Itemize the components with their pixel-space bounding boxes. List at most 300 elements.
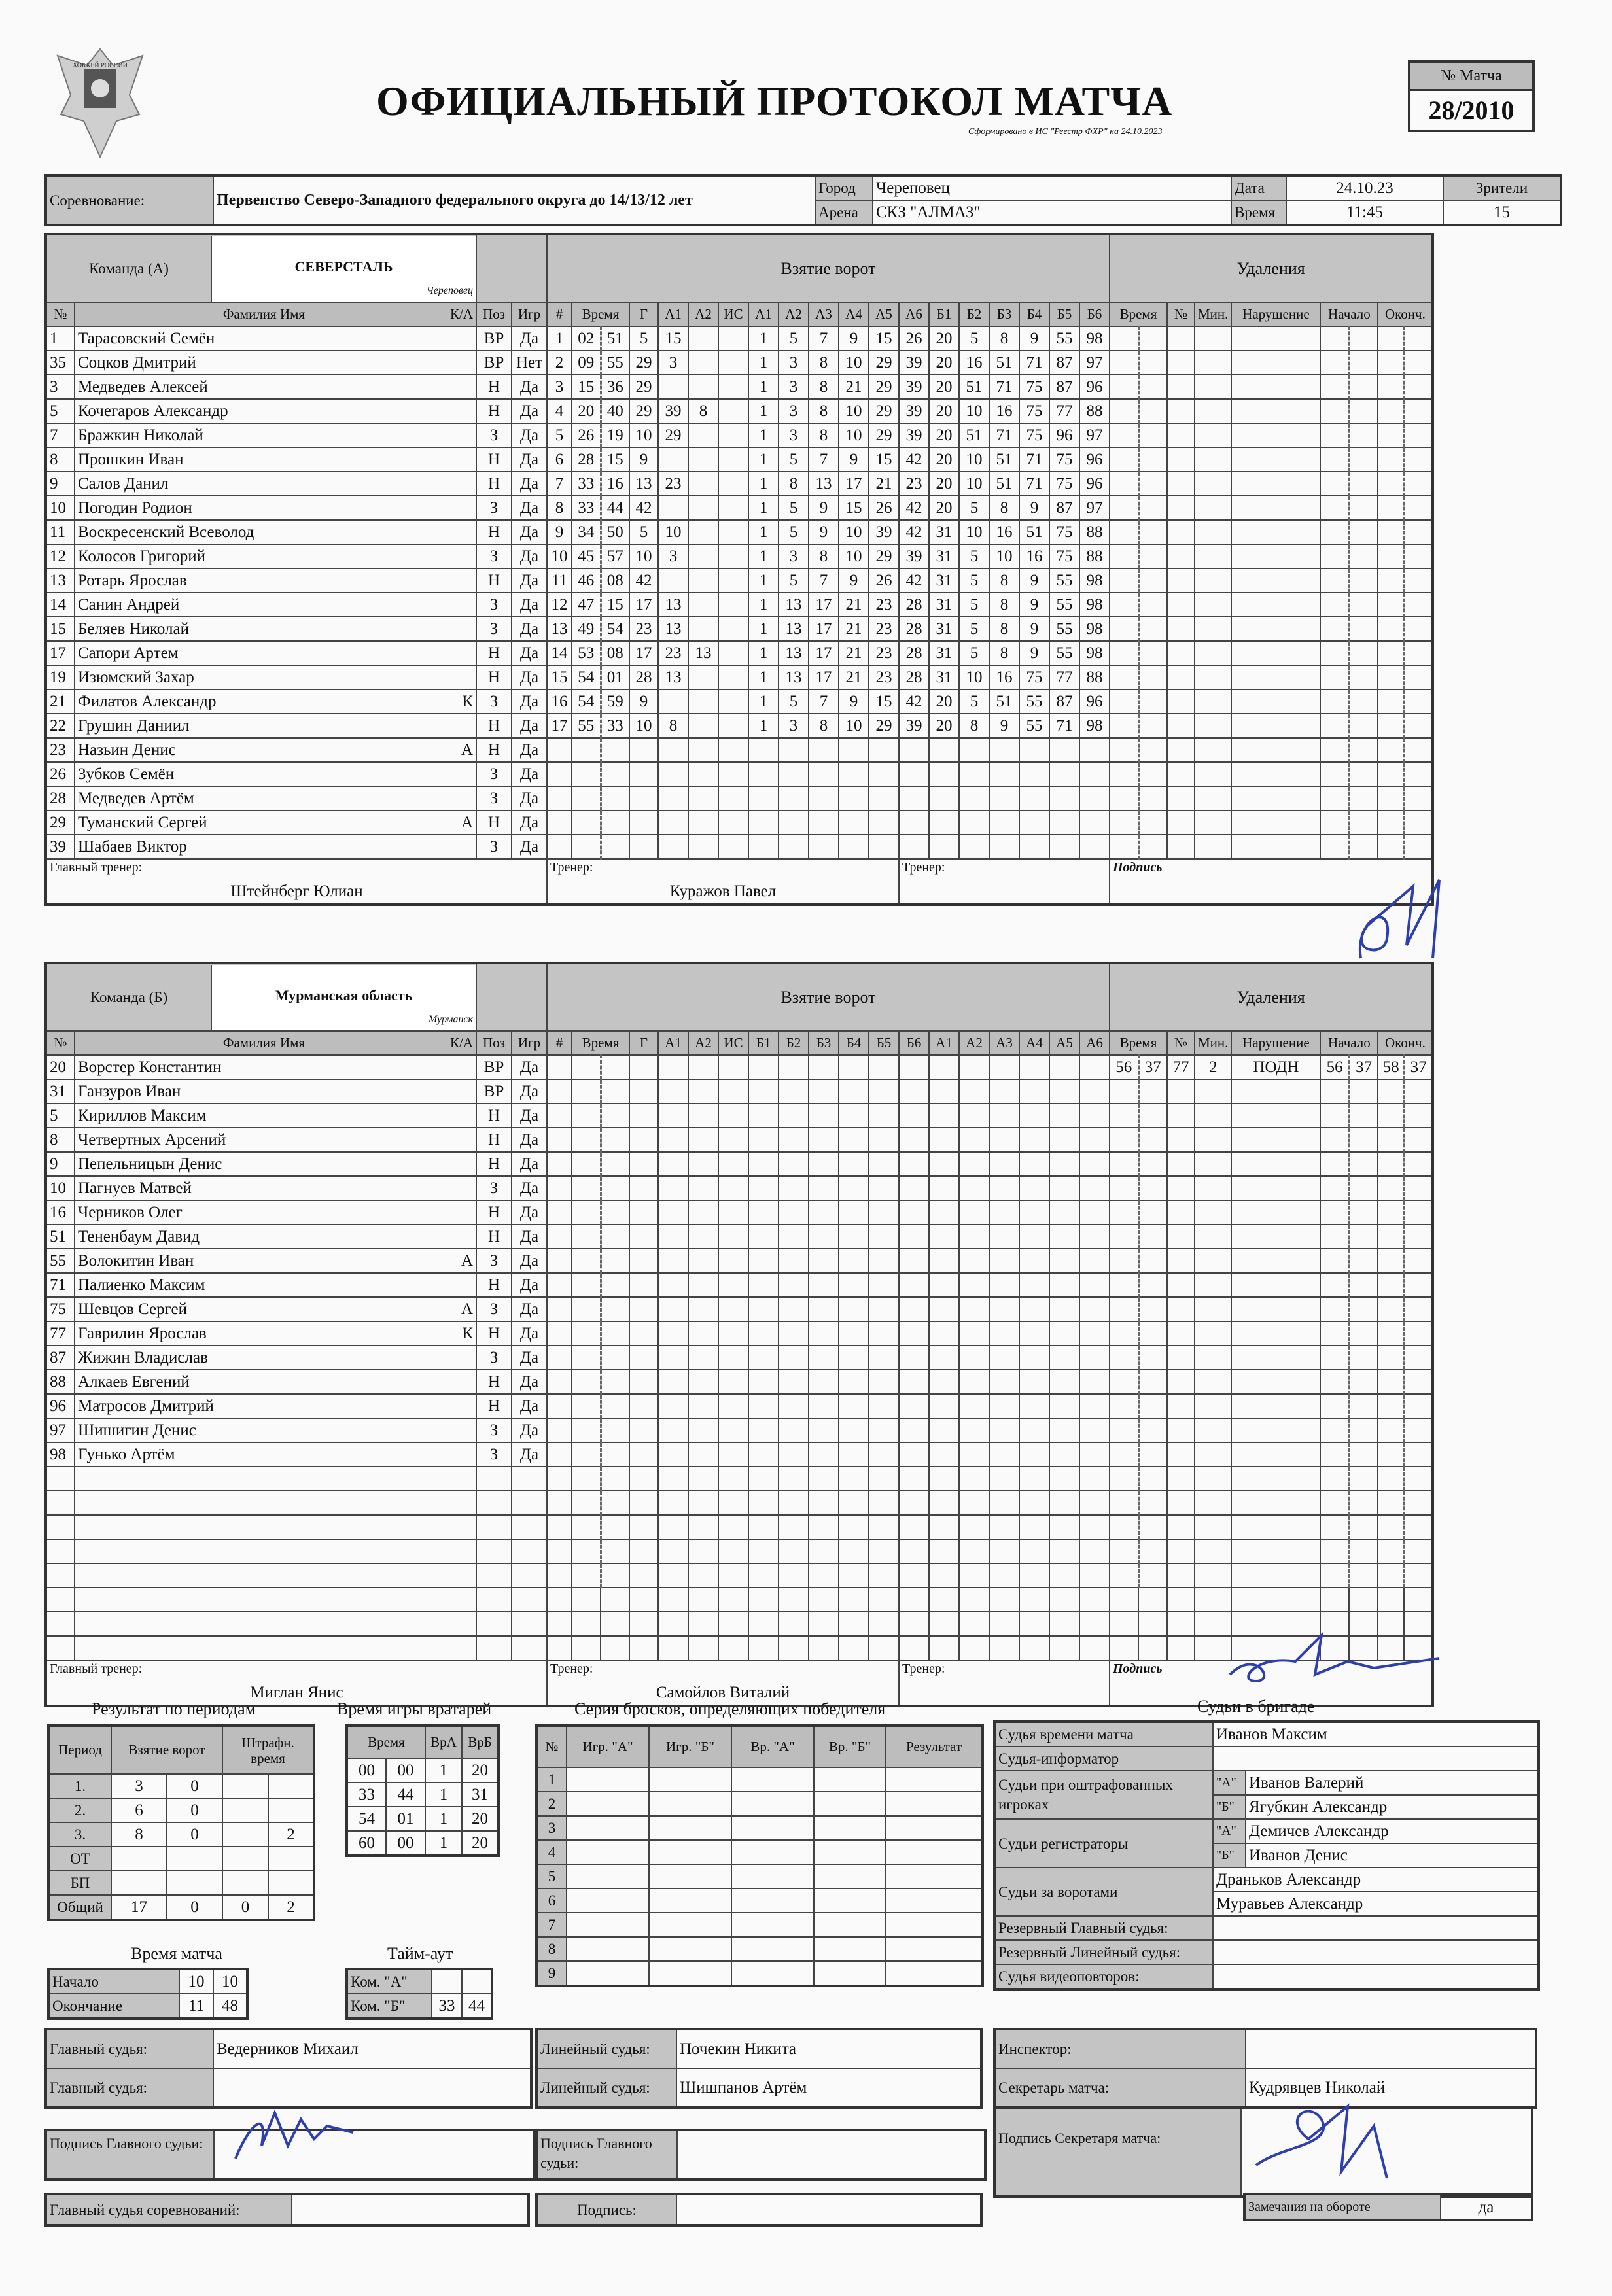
goal-cell xyxy=(809,1273,839,1297)
date-label: Дата xyxy=(1231,175,1286,200)
penalty-cell xyxy=(1404,1104,1433,1128)
player-name xyxy=(75,326,476,351)
empty-cell xyxy=(989,1612,1019,1636)
penalty-cell xyxy=(1138,1418,1167,1442)
penalty-cell xyxy=(1167,1273,1195,1297)
player-name-text: Погодин Родион xyxy=(78,499,192,517)
goal-cell: 3 xyxy=(779,375,809,399)
player-number: 16 xyxy=(46,1200,75,1225)
penalty-cell xyxy=(1320,1418,1349,1442)
city-value: Череповец xyxy=(873,175,1231,200)
player-number: 21 xyxy=(46,689,75,714)
player-pos: Н xyxy=(476,1370,512,1394)
goal-cell xyxy=(989,1104,1019,1128)
penalty-cell xyxy=(1378,1225,1404,1249)
penalty-cell xyxy=(1231,1442,1320,1467)
teamA-header xyxy=(46,234,476,302)
penalty-cell xyxy=(1138,665,1167,689)
goal-cell xyxy=(869,1152,899,1176)
shootout-cell xyxy=(731,1840,814,1864)
goalie-cell: 1 xyxy=(425,1807,462,1831)
player-name-text: Прошкин Иван xyxy=(78,451,184,468)
goal-cell: 02 xyxy=(572,326,601,351)
goals-header: Взятие ворот xyxy=(111,1726,222,1774)
goal-cell xyxy=(869,1249,899,1273)
goal-cell: 3 xyxy=(547,375,572,399)
player-pos: З xyxy=(476,689,512,714)
player-number: 31 xyxy=(46,1079,75,1104)
goal-cell xyxy=(1019,835,1049,859)
goal-cell: 08 xyxy=(601,641,629,665)
goal-cell: 15 xyxy=(869,689,899,714)
penalty-cell xyxy=(1231,423,1320,447)
spectators-value: 15 xyxy=(1443,200,1561,225)
shootout-cell xyxy=(567,1888,649,1913)
timeout-a-label: Ком. "А" xyxy=(347,1969,432,1994)
teamA-row xyxy=(46,520,1433,544)
goal-cell xyxy=(809,1563,839,1588)
penalty-cell xyxy=(1320,1079,1349,1104)
goal-cell xyxy=(688,1321,718,1346)
goal-cell: 39 xyxy=(899,423,929,447)
player-number: 10 xyxy=(46,1176,75,1200)
penalty-cell xyxy=(1404,326,1433,351)
period-header: Период xyxy=(48,1726,111,1774)
goal-cell xyxy=(658,1418,688,1442)
goal-cell: 1 xyxy=(748,617,779,641)
teamA-col-header: Оконч. xyxy=(1378,302,1433,326)
goal-cell xyxy=(601,1297,629,1321)
goal-cell: 88 xyxy=(1079,520,1110,544)
goal-cell xyxy=(1049,1079,1079,1104)
empty-cell xyxy=(547,1588,572,1612)
teamB-row xyxy=(46,1442,1433,1467)
player-name xyxy=(75,1273,476,1297)
goal-cell xyxy=(718,1515,748,1539)
penalty-cell xyxy=(1349,1200,1378,1225)
goal-cell xyxy=(1019,1321,1049,1346)
goal-cell xyxy=(869,1128,899,1152)
goal-cell xyxy=(869,1563,899,1588)
team-b-section xyxy=(44,962,1434,1707)
goal-cell xyxy=(601,1418,629,1442)
goal-cell xyxy=(839,762,869,786)
penalty-cell xyxy=(1404,714,1433,738)
penalty-cell xyxy=(1138,1442,1167,1467)
penalty-cell xyxy=(1404,544,1433,568)
logo-text: ХОККЕЙ РОССИИ xyxy=(73,62,128,69)
penalty-cell xyxy=(1378,1079,1404,1104)
goal-cell xyxy=(547,762,572,786)
goal-cell xyxy=(688,1563,718,1588)
goal-cell: 9 xyxy=(547,520,572,544)
teamA-col-header: № xyxy=(1167,302,1195,326)
goal-cell: 3 xyxy=(779,423,809,447)
goal-cell xyxy=(1019,1539,1049,1563)
player-play: Да xyxy=(512,447,547,472)
goal-cell: 5 xyxy=(959,496,989,520)
main-ref-sign-label: Подпись Главного судьи: xyxy=(47,2131,215,2178)
penalty-cell xyxy=(1195,738,1231,762)
penalty-cell xyxy=(1167,714,1195,738)
goal-cell xyxy=(1049,1273,1079,1297)
goal-cell xyxy=(929,1515,959,1539)
player-play: Да xyxy=(512,1200,547,1225)
goal-cell xyxy=(547,1297,572,1321)
goal-cell: 8 xyxy=(989,496,1019,520)
teamB-head-coach-name: Миглан Янис xyxy=(250,1684,343,1701)
goalie-title: Время игры вратарей xyxy=(337,1699,492,1718)
teamB-col-header: Б5 xyxy=(869,1031,899,1055)
comp-sign-table xyxy=(535,2193,983,2227)
goal-cell xyxy=(899,835,929,859)
teamA-col-header: Б5 xyxy=(1049,302,1079,326)
player-play xyxy=(512,1539,547,1563)
goal-cell xyxy=(601,1225,629,1249)
goal-cell xyxy=(779,1539,809,1563)
penalty-cell xyxy=(1404,1394,1433,1418)
player-name xyxy=(75,1104,476,1128)
goal-cell: 23 xyxy=(869,617,899,641)
teamA-coach-name: Куражов Павел xyxy=(669,882,777,900)
player-name xyxy=(75,1055,476,1079)
goal-cell xyxy=(839,1055,869,1079)
penalty-cell xyxy=(1110,1249,1138,1273)
goal-cell xyxy=(1079,810,1110,835)
goal-cell xyxy=(839,1249,869,1273)
goal-cell xyxy=(869,762,899,786)
teamA-row xyxy=(46,641,1433,665)
penalty-cell xyxy=(1349,1321,1378,1346)
penalty-cell xyxy=(1195,447,1231,472)
penalty-cell xyxy=(1349,762,1378,786)
goal-cell: 10 xyxy=(839,520,869,544)
goal-cell xyxy=(839,1394,869,1418)
goal-cell xyxy=(899,738,929,762)
goal-cell xyxy=(547,1515,572,1539)
goal-cell: 29 xyxy=(629,375,658,399)
goal-cell xyxy=(547,1079,572,1104)
goal-cell xyxy=(688,1152,718,1176)
goal-cell: 21 xyxy=(839,665,869,689)
teamB-col-header: № xyxy=(1167,1031,1195,1055)
goal-cell xyxy=(547,1152,572,1176)
penalty-cell xyxy=(1404,1515,1433,1539)
goal-cell xyxy=(688,423,718,447)
empty-cell xyxy=(476,1636,512,1660)
goal-cell xyxy=(929,835,959,859)
penalty-cell xyxy=(1231,665,1320,689)
player-play: Да xyxy=(512,1176,547,1200)
teamB-label: Команда (Б) xyxy=(47,965,212,1030)
teamA-col-header: ИС xyxy=(718,302,748,326)
goal-cell xyxy=(1049,1104,1079,1128)
goal-cell: 33 xyxy=(601,714,629,738)
penalty-cell xyxy=(1167,1321,1195,1346)
goal-cell xyxy=(959,1200,989,1225)
goal-cell xyxy=(658,1128,688,1152)
penalty-cell xyxy=(1167,326,1195,351)
goal-cell: 3 xyxy=(779,399,809,423)
penalty-cell: 37 xyxy=(1404,1055,1433,1079)
goal-cell xyxy=(779,1370,809,1394)
player-play: Да xyxy=(512,1273,547,1297)
goal-cell: 8 xyxy=(989,593,1019,617)
penalty-cell xyxy=(1195,714,1231,738)
player-play: Нет xyxy=(512,351,547,375)
teamB-row xyxy=(46,1539,1433,1563)
player-play: Да xyxy=(512,1128,547,1152)
goalie-cell: 33 xyxy=(347,1783,386,1807)
goal-cell: 31 xyxy=(929,617,959,641)
player-play: Да xyxy=(512,472,547,496)
goal-cell xyxy=(989,1152,1019,1176)
goal-cell: 98 xyxy=(1079,641,1110,665)
empty-cell xyxy=(1378,1588,1404,1612)
penalty-cell xyxy=(1320,544,1349,568)
goal-cell xyxy=(959,1128,989,1152)
goal-cell xyxy=(899,1273,929,1297)
goal-cell: 10 xyxy=(989,544,1019,568)
penalty-cell xyxy=(1167,617,1195,641)
teamB-col-header: Оконч. xyxy=(1378,1031,1433,1055)
penalty-cell xyxy=(1404,1297,1433,1321)
player-name-text: Матросов Дмитрий xyxy=(78,1397,214,1415)
goalie-time-header: Время xyxy=(347,1726,425,1758)
goal-cell: 9 xyxy=(839,447,869,472)
goal-cell xyxy=(779,1297,809,1321)
teamA-row xyxy=(46,810,1433,835)
penalty-cell xyxy=(1349,593,1378,617)
goal-cell: 71 xyxy=(1019,472,1049,496)
goal-cell: 7 xyxy=(809,326,839,351)
shootout-cell xyxy=(814,1961,886,1986)
penalty-cell xyxy=(1167,1394,1195,1418)
player-play: Да xyxy=(512,835,547,859)
teamA-col-header: А4 xyxy=(839,302,869,326)
goal-cell xyxy=(601,1346,629,1370)
teamA-coach-label: Тренер: xyxy=(550,860,593,875)
goal-cell: 1 xyxy=(748,520,779,544)
empty-cell xyxy=(718,1636,748,1660)
goal-cell xyxy=(809,738,839,762)
goal-cell xyxy=(1079,1055,1110,1079)
goal-cell xyxy=(809,786,839,810)
player-name-text: Зубков Семён xyxy=(78,765,175,783)
player-play: Да xyxy=(512,496,547,520)
player-number: 13 xyxy=(46,568,75,593)
player-play: Да xyxy=(512,1346,547,1370)
timeout-table xyxy=(345,1968,493,2020)
goal-cell xyxy=(929,1152,959,1176)
empty-cell xyxy=(629,1612,658,1636)
penalty-cell xyxy=(1138,593,1167,617)
player-number: 55 xyxy=(46,1249,75,1273)
goal-cell xyxy=(779,1176,809,1200)
teamA-col-header: А2 xyxy=(779,302,809,326)
empty-cell xyxy=(1404,1588,1433,1612)
timekeeper-label: Судья времени матча xyxy=(994,1722,1213,1747)
shootout-cell xyxy=(886,1888,983,1913)
goal-cell: 42 xyxy=(899,447,929,472)
goal-cell xyxy=(839,1539,869,1563)
goal-cell xyxy=(629,786,658,810)
empty-cell xyxy=(572,1636,601,1660)
goal-cell xyxy=(718,714,748,738)
player-number: 29 xyxy=(46,810,75,835)
goal-cell xyxy=(718,544,748,568)
goal-cell: 77 xyxy=(1049,665,1079,689)
goal-cell: 1 xyxy=(748,351,779,375)
player-name xyxy=(75,762,476,786)
teamB-row xyxy=(46,1128,1433,1152)
goal-cell xyxy=(839,1321,869,1346)
goal-cell: 29 xyxy=(869,544,899,568)
goalie-cell: 1 xyxy=(425,1831,462,1856)
player-pos: ВР xyxy=(476,1055,512,1079)
penalty-cell xyxy=(1167,1346,1195,1370)
scorer-label: Судьи регистраторы xyxy=(994,1819,1213,1868)
teamA-row xyxy=(46,689,1433,714)
arena-value: СКЗ "АЛМАЗ" xyxy=(873,200,1231,225)
player-name xyxy=(75,1200,476,1225)
goal-cell xyxy=(839,1152,869,1176)
goal-cell xyxy=(547,1442,572,1467)
player-play: Да xyxy=(512,1370,547,1394)
goal-cell: 17 xyxy=(629,641,658,665)
penalty-cell xyxy=(1167,738,1195,762)
goal-cell xyxy=(779,1515,809,1539)
goal-cell: 10 xyxy=(658,520,688,544)
goal-cell xyxy=(718,593,748,617)
teamA-col-header: Начало xyxy=(1320,302,1378,326)
player-pos: Н xyxy=(476,472,512,496)
goal-cell xyxy=(748,1321,779,1346)
timeout-title: Тайм-аут xyxy=(387,1944,453,1963)
shootout-cell xyxy=(731,1816,814,1840)
penalty-cell xyxy=(1320,641,1349,665)
penalty-cell xyxy=(1138,1321,1167,1346)
penalty-cell xyxy=(1110,1346,1138,1370)
penalty-cell xyxy=(1378,544,1404,568)
teamB-head-coach-label: Главный тренер: xyxy=(50,1661,143,1676)
goal-cell: 54 xyxy=(601,617,629,641)
goal-cell xyxy=(929,1297,959,1321)
goal-cell xyxy=(1019,738,1049,762)
teamA-col-header: А6 xyxy=(899,302,929,326)
period-value xyxy=(167,1871,222,1895)
goal-cell xyxy=(572,1491,601,1515)
penalty-cell xyxy=(1349,1128,1378,1152)
goal-cell xyxy=(688,1346,718,1370)
teamA-coach2 xyxy=(899,859,1110,905)
goal-cell: 9 xyxy=(1019,326,1049,351)
player-pos xyxy=(476,1539,512,1563)
player-play: Да xyxy=(512,738,547,762)
goal-cell xyxy=(601,1563,629,1588)
teamA-row xyxy=(46,762,1433,786)
player-name-text: Кочегаров Александр xyxy=(78,402,228,420)
penalty-cell xyxy=(1138,423,1167,447)
goal-cell xyxy=(869,1055,899,1079)
player-number: 19 xyxy=(46,665,75,689)
pen-a-tag: "А" xyxy=(1213,1771,1246,1795)
goal-cell: 14 xyxy=(547,641,572,665)
penalty-cell xyxy=(1138,1176,1167,1200)
goal-cell: 29 xyxy=(869,351,899,375)
main-ref-sign-label-2: Подпись Главного судьи: xyxy=(538,2131,678,2178)
teamB-coach-name: Самойлов Виталий xyxy=(656,1684,790,1701)
player-pos: З xyxy=(476,423,512,447)
goal-cell xyxy=(1049,1176,1079,1200)
goal-cell xyxy=(688,1055,718,1079)
penalty-cell xyxy=(1195,326,1231,351)
goal-cell xyxy=(959,1515,989,1539)
goal-cell: 20 xyxy=(929,447,959,472)
goal-cell: 13 xyxy=(779,665,809,689)
empty-cell xyxy=(1138,1636,1167,1660)
goal-cell xyxy=(1079,1321,1110,1346)
player-name-text: Жижин Владислав xyxy=(78,1349,208,1366)
goal-cell xyxy=(718,641,748,665)
pen-header: Штрафн. время xyxy=(222,1726,314,1774)
penalty-cell xyxy=(1195,1418,1231,1442)
goal-cell xyxy=(1079,1297,1110,1321)
player-name xyxy=(75,593,476,617)
goal-cell xyxy=(809,1152,839,1176)
player-number xyxy=(46,1467,75,1491)
penalty-cell xyxy=(1404,1539,1433,1563)
goal-cell xyxy=(1079,786,1110,810)
goal-cell: 87 xyxy=(1049,689,1079,714)
player-name-text: Волокитин Иван xyxy=(78,1252,194,1270)
player-number: 26 xyxy=(46,762,75,786)
player-number: 97 xyxy=(46,1418,75,1442)
goal-cell xyxy=(572,1515,601,1539)
goal-cell: 12 xyxy=(547,593,572,617)
penalty-cell xyxy=(1195,1297,1231,1321)
goal-cell: 16 xyxy=(989,665,1019,689)
goal-cell: 10 xyxy=(959,472,989,496)
goal-cell xyxy=(1049,1200,1079,1225)
penalty-cell xyxy=(1378,1176,1404,1200)
player-name-text: Тарасовский Семён xyxy=(78,330,215,347)
teamB-col-header: А1 xyxy=(658,1031,688,1055)
goal-cell xyxy=(601,1176,629,1200)
goal-cell xyxy=(1019,1370,1049,1394)
goal-cell: 5 xyxy=(779,520,809,544)
player-number: 14 xyxy=(46,593,75,617)
goal-cell: 9 xyxy=(809,520,839,544)
goal-cell xyxy=(1079,1200,1110,1225)
page-title: ОФИЦИАЛЬНЫЙ ПРОТОКОЛ МАТЧА xyxy=(376,78,1173,124)
penalty-cell xyxy=(1320,1152,1349,1176)
penalty-cell xyxy=(1110,810,1138,835)
player-name xyxy=(75,786,476,810)
goal-cell: 29 xyxy=(658,423,688,447)
player-pos: З xyxy=(476,762,512,786)
goal-cell: 8 xyxy=(959,714,989,738)
goal-cell xyxy=(1019,786,1049,810)
goal-cell xyxy=(929,1563,959,1588)
goal-cell: 23 xyxy=(869,593,899,617)
goal-cell xyxy=(601,1055,629,1079)
arena-label: Арена xyxy=(815,200,873,225)
goal-cell: 10 xyxy=(629,423,658,447)
teamA-col-header: Г xyxy=(629,302,658,326)
penalty-cell xyxy=(1320,1394,1349,1418)
penalty-cell xyxy=(1404,496,1433,520)
